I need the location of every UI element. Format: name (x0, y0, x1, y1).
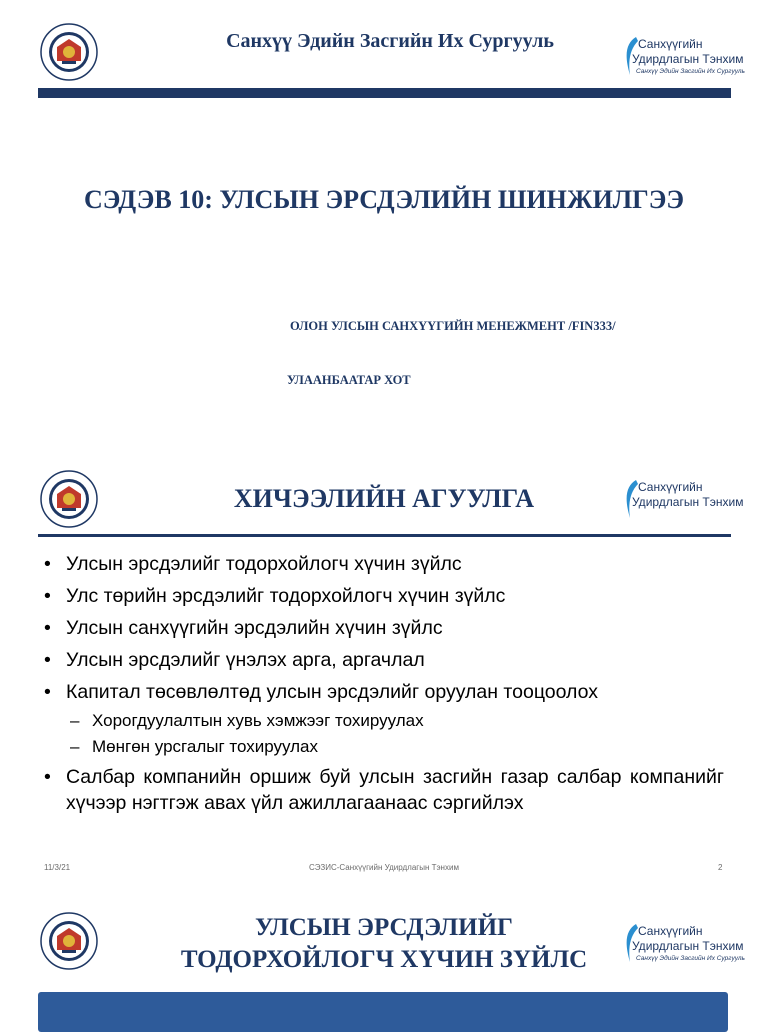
list-item: • Улс төрийн эрсдэлийг тодорхойлогч хүчин зүйлс (44, 585, 506, 607)
department-logo (622, 922, 745, 972)
slide-contents (0, 456, 768, 886)
factors-title-line-1: УЛСЫН ЭРСДЭЛИЙГ (255, 914, 513, 941)
logo-line-2: Удирдлагын Тэнхим (632, 495, 744, 509)
footer-page-number: 2 (718, 863, 723, 872)
university-seal-icon (40, 23, 98, 81)
slide-factors (0, 892, 768, 1024)
contents-title: ХИЧЭЭЛИЙН АГУУЛГА (233, 484, 535, 513)
logo-line-3: Санхүү Эдийн Засгийн Их Сургууль (636, 68, 745, 75)
logo-line-2: Удирдлагын Тэнхим (632, 52, 744, 66)
list-item: • Улсын эрсдэлийг үнэлэх арга, аргачлал (44, 649, 425, 671)
list-item: • Улсын санхүүгийн эрсдэлийн хүчин зүйлс (44, 617, 443, 639)
logo-line-1: Санхүүгийн (638, 37, 703, 51)
logo-line-1: Санхүүгийн (638, 480, 703, 494)
header-divider (38, 534, 731, 537)
footer-date: 11/3/21 (44, 863, 71, 872)
content-box (38, 992, 728, 1032)
department-logo (622, 478, 744, 528)
department-logo (622, 35, 745, 85)
contents-list (44, 548, 724, 816)
city-name: УЛААНБААТАР ХОТ (287, 373, 411, 387)
header-divider (38, 88, 731, 98)
list-item: • Улсын эрсдэлийг тодорхойлогч хүчин зүйлс (44, 553, 462, 575)
list-item: • Салбар компанийн оршиж буй улсын засгийн газар салбар компанийг хүчээр нэгтгэж авах үйл ажиллагаанаас сэргийлэх (44, 766, 724, 814)
footer-department: СЭЗИС-Санхүүгийн Удирдлагын Тэнхим (309, 863, 459, 872)
logo-line-1: Санхүүгийн (638, 924, 703, 938)
sub-list-item: – Мөнгөн урсгалыг тохируулах (70, 737, 318, 756)
slide-title-text: СЭДЭВ 10: УЛСЫН ЭРСДЭЛИЙН ШИНЖИЛГЭЭ (84, 185, 684, 214)
list-item: • Капитал төсөвлөлтөд улсын эрсдэлийг оруулан тооцоолох (44, 681, 599, 703)
university-name: Санхүү Эдийн Засгийн Их Сургууль (226, 30, 554, 52)
sub-list-item: – Хорогдуулалтын хувь хэмжээг тохируулах (70, 711, 424, 730)
slide-title (0, 0, 768, 450)
factors-title-line-2: ТОДОРХОЙЛОГЧ ХҮЧИН ЗҮЙЛС (180, 946, 588, 973)
course-name: ОЛОН УЛСЫН САНХҮҮГИЙН МЕНЕЖМЕНТ /FIN333/ (290, 319, 616, 333)
logo-line-2: Удирдлагын Тэнхим (632, 939, 744, 953)
logo-line-3: Санхүү Эдийн Засгийн Их Сургууль (636, 955, 745, 962)
